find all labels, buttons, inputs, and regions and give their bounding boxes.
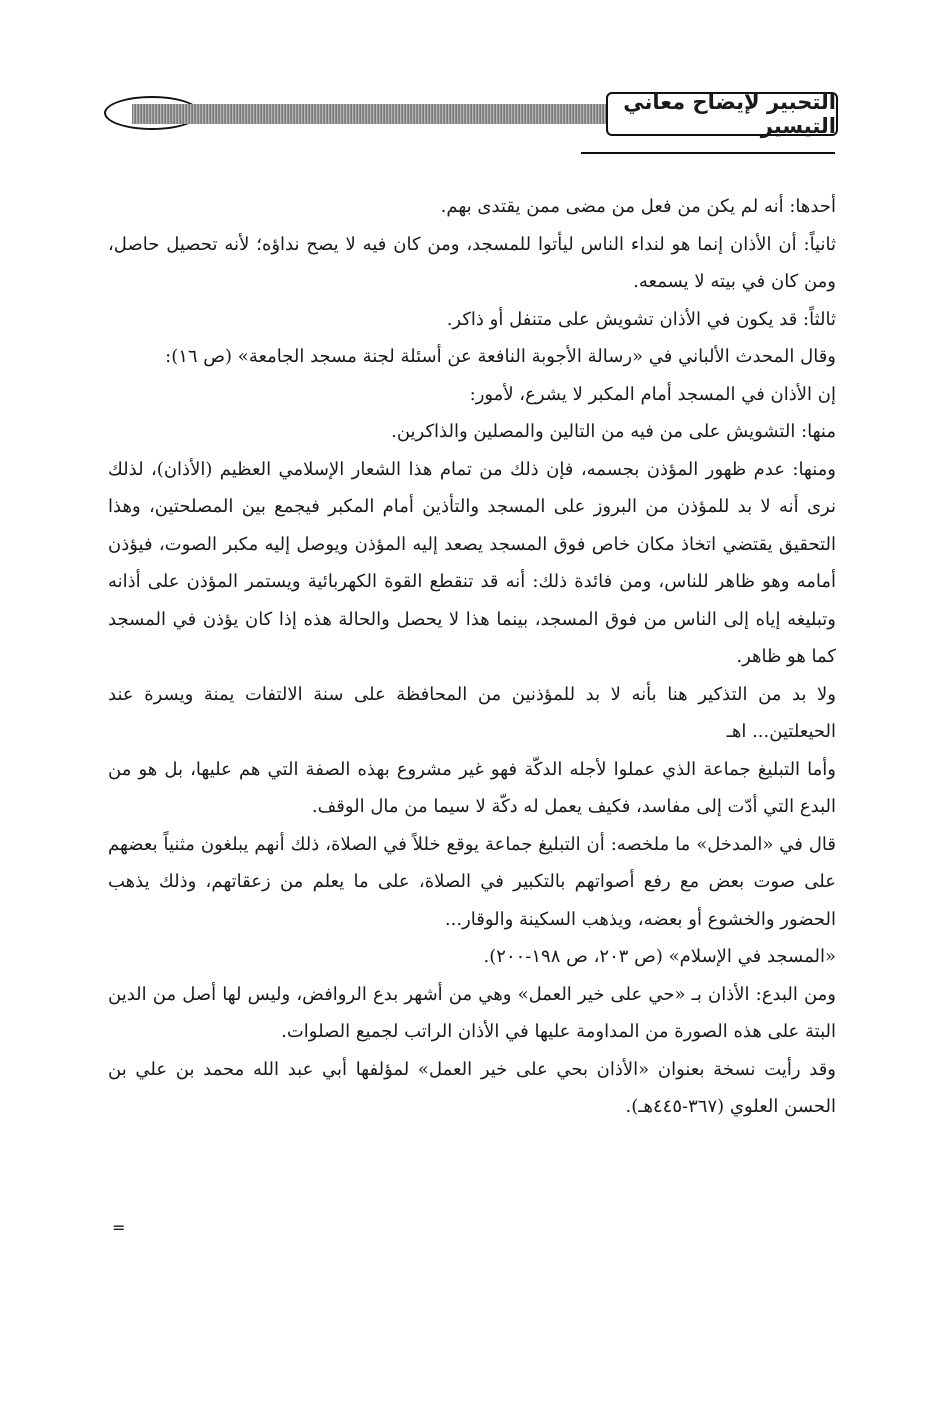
paragraph-13: وقد رأيت نسخة بعنوان «الأذان بحي على خير العمل» لمؤلفها أبي عبد الله محمد بن علي بن الحسن العلوي (٣٦٧-٤٤٥هـ). [108,1058,836,1117]
paragraph-12: ومن البدع: الأذان بـ «حي على خير العمل» وهي من أشهر بدع الروافض، وليس لها أصل من الدين البتة على هذه الصورة من المداومة عليها في الأذان الراتب لجميع الصلوات. [108,983,836,1042]
paragraph-10: قال في «المدخل» ما ملخصه: أن التبليغ جماعة يوقع خللاً في الصلاة، ذلك أنهم يبلغون مثنياً بعضهم على صوت بعض مع رفع أصواتهم بالتكبير في الصلاة، على ما يعلم من زعقاتهم، وذلك يذهب الحضور والخشوع أو بعضه، ويذهب السكينة والوقار... [108,833,836,930]
footnote-continuation-mark: = [112,1218,126,1237]
header-decorative-band [132,104,613,124]
paragraph-5: إن الأذان في المسجد أمام المكبر لا يشرع، لأمور: [469,383,836,405]
body-text [108,188,836,1126]
paragraph-9: وأما التبليغ جماعة الذي عملوا لأجله الدكّة فهو غير مشروع بهذه الصفة التي هم عليها، بل هو من البدع التي أدّت إلى مفاسد، فكيف يعمل له دكّة لا سيما من مال الوقف. [108,758,836,817]
paragraph-2: ثانياً: أن الأذان إنما هو لنداء الناس ليأتوا للمسجد، ومن كان فيه لا يصح نداؤه؛ لأنه تحصيل حاصل، ومن كان في بيته لا يسمعه. [108,233,836,292]
paragraph-4: وقال المحدث الألباني في «رسالة الأجوبة النافعة عن أسئلة لجنة مسجد الجامعة» (ص ١٦): [165,346,836,367]
paragraph-1: أحدها: أنه لم يكن من فعل من مضى ممن يقتدى بهم. [440,196,836,217]
running-header [104,92,838,142]
paragraph-11: «المسجد في الإسلام» (ص ٢٠٣، ص ١٩٨-٢٠٠). [483,946,836,967]
paragraph-3: ثالثاً: قد يكون في الأذان تشويش على متنفل أو ذاكر. [446,308,836,330]
paragraph-7: ومنها: عدم ظهور المؤذن بجسمه، فإن ذلك من تمام هذا الشعار الإسلامي العظيم (الأذان)، لذلك نرى أنه لا بد للمؤذن من البروز على المسجد والتأذين أمام المكبر فيجمع بين المصلحتين، وهذا التحقيق يقتضي اتخاذ مكان خاص فوق المسجد يصعد إليه المؤذن ويوصل إليه مكبر الصوت، فيؤذن أمامه وهو ظاهر للناس، ومن فائدة ذلك: أنه قد تنقطع القوة الكهربائية ويستمر المؤذن على أذانه وتبليغه إياه إلى الناس من فوق المسجد، بينما هذا لا يحصل والحالة هذه إذا كان يؤذن في المسجد كما هو ظاهر. [108,458,836,667]
paragraph-8: ولا بد من التذكير هنا بأنه لا بد للمؤذنين من المحافظة على سنة الالتفات يمنة ويسرة عند الحيعلتين... اهـ [108,683,836,742]
paragraph-6: منها: التشويش على من فيه من التالين والمصلين والذاكرين. [391,421,836,442]
header-rule [581,152,835,154]
book-title: التحبير لإيضاح معاني التيسير [606,92,838,136]
